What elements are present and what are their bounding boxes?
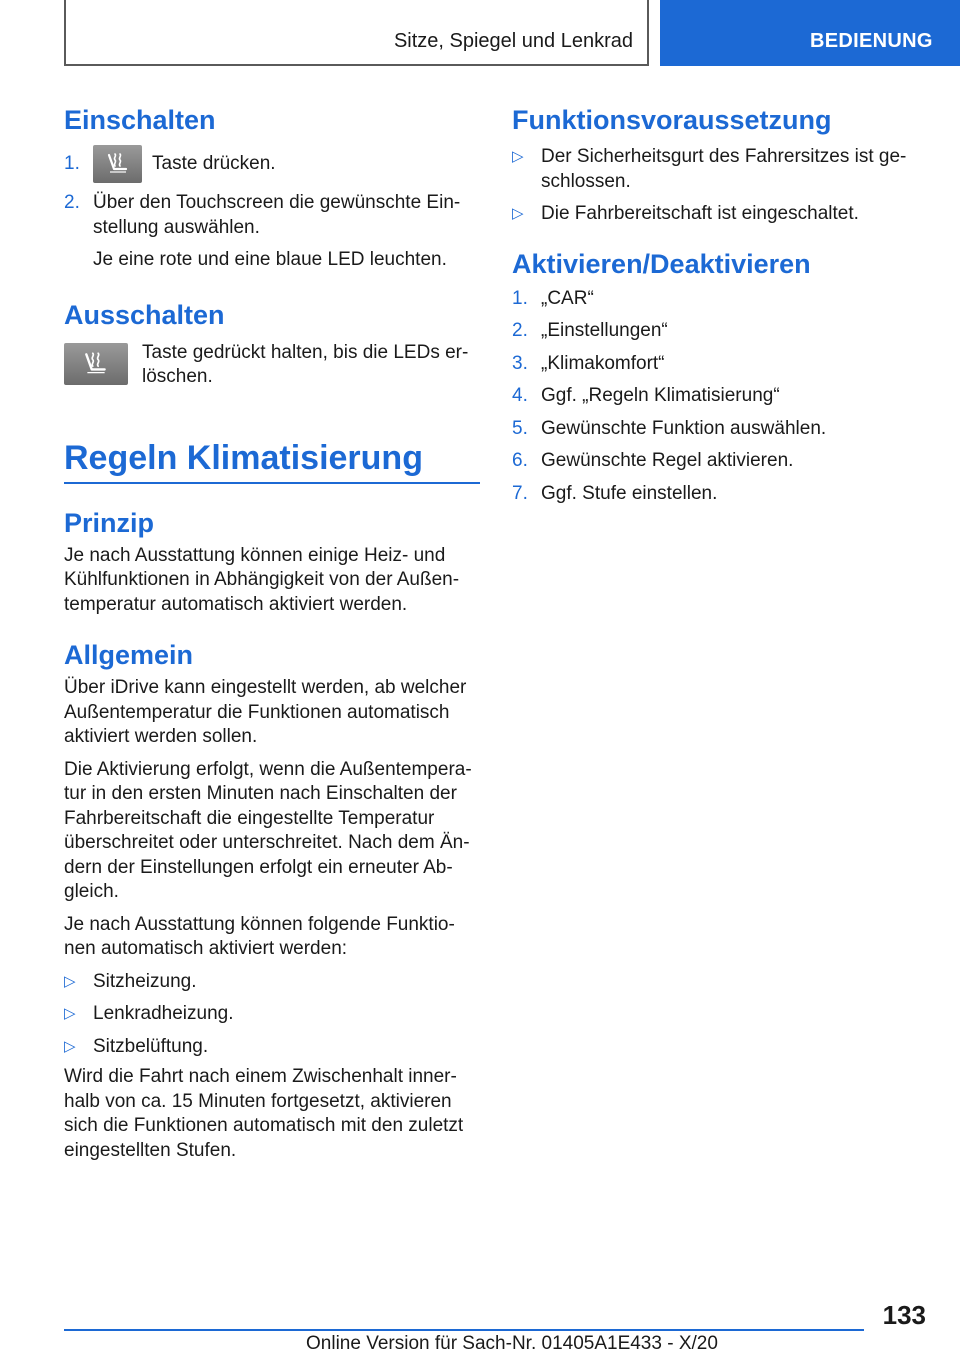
step-number: 1. — [512, 287, 528, 309]
step-3 — [512, 352, 912, 377]
seat-ventilation-icon — [93, 145, 142, 183]
step-text: Ggf. Stufe einstellen. — [541, 482, 718, 504]
heading-funktionsvoraussetzung: Funktionsvoraussetzung — [512, 105, 832, 135]
step-1 — [64, 145, 480, 183]
list-item — [64, 1002, 480, 1027]
right-column — [512, 100, 912, 506]
step-text: „CAR“ — [541, 287, 594, 309]
heading-prinzip: Prinzip — [64, 507, 155, 538]
step-text: Gewünschte Funktion auswählen. — [541, 417, 827, 439]
list-item-text: Die Fahrbereitschaft ist eingeschaltet. — [541, 203, 859, 224]
heading-aktivieren-deaktivieren: Aktivieren/Deaktivieren — [512, 248, 811, 279]
chapter-title: BEDIENUNG — [810, 30, 933, 52]
step-4 — [512, 384, 912, 409]
allgemein-paragraph-4: Wird die Fahrt nach einem Zwischenhalt inner-halb von ca. 15 Minuten fortgesetzt, aktivieren sich die Funktionen automatisch mit den zuletzt eingestellten Stufen. — [64, 1066, 464, 1161]
ausschalten-text: Taste gedrückt halten, bis die LEDs er-löschen. — [142, 341, 469, 387]
chapter-tab[interactable] — [660, 0, 960, 66]
step-number: 3. — [512, 352, 528, 374]
section-title: Sitze, Spiegel und Lenkrad — [393, 30, 633, 52]
allgemein-paragraph-2: Die Aktivierung erfolgt, wenn die Außentempera-tur in den ersten Minuten nach Einschalten der Fahrbereitschaft die eingestellte Temperatur überschreitet oder unterschreitet. Nach dem Än-dern der Einstellungen erfolgt ein erneuter Ab-gleich. — [64, 758, 472, 902]
heading-ausschalten: Ausschalten — [64, 299, 225, 330]
list-item — [64, 970, 480, 995]
step-text: Über den Touchscreen die gewünschte Ein-stellung auswählen. — [93, 192, 461, 238]
step-text: Gewünschte Regel aktivieren. — [541, 450, 794, 471]
allgemein-paragraph-3: Je nach Ausstattung können folgende Funktio-nen automatisch aktiviert werden: — [64, 913, 455, 959]
heading-regeln-klimatisierung: Regeln Klimatisierung — [64, 438, 423, 477]
triangle-bullet-icon: ▷ — [512, 205, 524, 222]
allgemein-paragraph-1: Über iDrive kann eingestellt werden, ab welcher Außentemperatur die Funktionen automatisch aktiviert werden sollen. — [64, 677, 467, 747]
triangle-bullet-icon: ▷ — [64, 972, 76, 990]
page-number: 133 — [882, 1300, 926, 1330]
list-item-text: Sitzheizung. — [93, 970, 197, 992]
triangle-bullet-icon: ▷ — [64, 1037, 76, 1055]
heading-rule — [64, 482, 480, 484]
triangle-bullet-icon: ▷ — [512, 148, 524, 165]
step-number: 1. — [64, 152, 80, 174]
step-number: 6. — [512, 450, 528, 471]
list-item-text: Sitzbelüftung. — [93, 1035, 209, 1057]
list-item — [64, 1035, 480, 1060]
left-column — [64, 100, 480, 1163]
step-6 — [512, 449, 912, 474]
step-5 — [512, 417, 912, 442]
step-7 — [512, 482, 912, 507]
step-number: 7. — [512, 482, 528, 504]
footer-online-version: Online Version für Sach-Nr. 01405A1E433 - X/20 — [306, 1333, 718, 1354]
list-item — [512, 145, 912, 194]
step-2 — [512, 319, 912, 344]
einschalten-note: Je eine rote und eine blaue LED leuchten. — [93, 249, 447, 270]
list-item-text: Der Sicherheitsgurt des Fahrersitzes ist ge-schlossen. — [541, 146, 907, 192]
step-text: Taste drücken. — [152, 152, 276, 174]
step-number: 4. — [512, 385, 528, 406]
heading-einschalten: Einschalten — [64, 105, 216, 135]
prinzip-text: Je nach Ausstattung können einige Heiz- und Kühlfunktionen in Abhängigkeit von der Außen-temperatur automatisch aktiviert werden. — [64, 544, 460, 615]
triangle-bullet-icon: ▷ — [64, 1005, 76, 1022]
step-text: „Einstellungen“ — [541, 320, 668, 341]
step-text: „Klimakomfort“ — [541, 352, 665, 374]
step-number: 2. — [512, 320, 528, 341]
step-number: 2. — [64, 192, 80, 213]
ausschalten-row — [64, 341, 480, 390]
seat-ventilation-icon — [64, 343, 128, 385]
heading-allgemein: Allgemein — [64, 640, 194, 670]
step-number: 5. — [512, 417, 528, 439]
step-1 — [512, 287, 912, 312]
step-text: Ggf. „Regeln Klimatisierung“ — [541, 385, 780, 406]
list-item-text: Lenkradheizung. — [93, 1003, 234, 1024]
header-section-box — [64, 0, 649, 66]
list-item — [512, 202, 912, 227]
footer-rule — [64, 1329, 864, 1331]
step-2 — [64, 191, 480, 240]
